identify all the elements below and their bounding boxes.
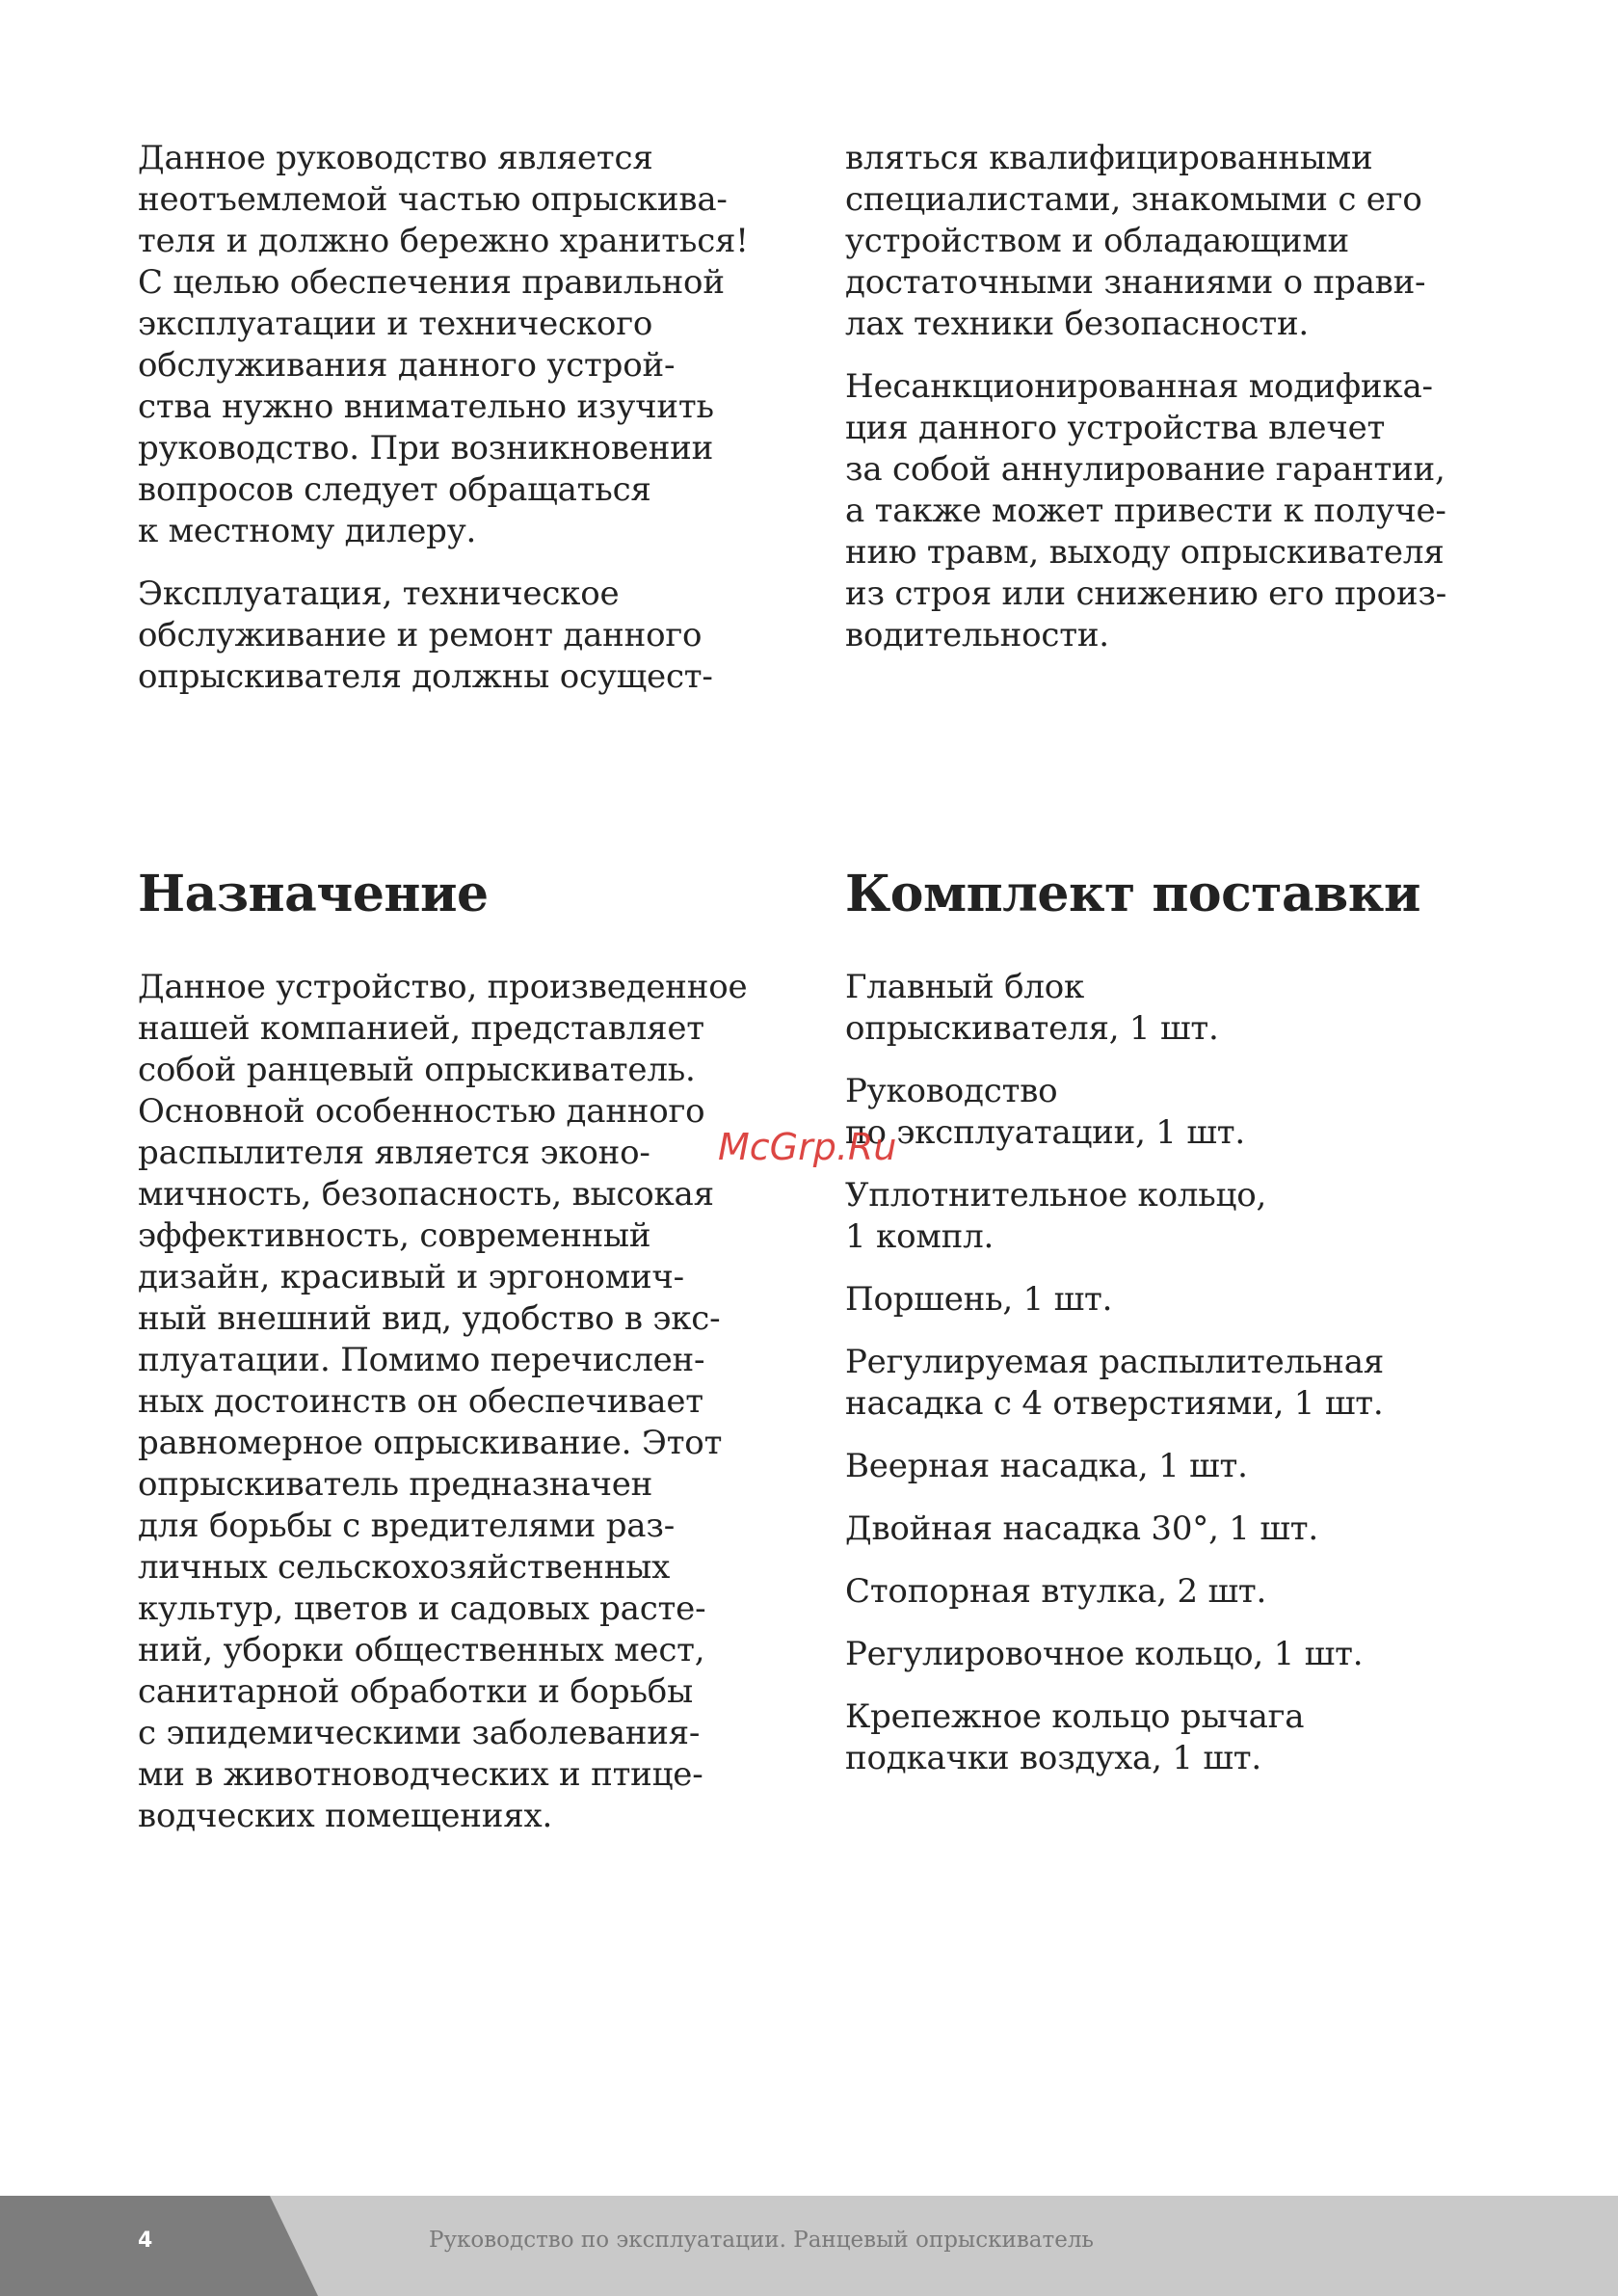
package-item: Двойная насадка 30°, 1 шт. [845,1509,1318,1548]
intro-paragraph: Эксплуатация, техническое обслуживание и ремонт данного опрыскивателя должны осущест- [138,574,713,696]
package-item: Веерная насадка, 1 шт. [845,1447,1248,1485]
intro-paragraph: вляться квалифицированными специалистами, знакомыми с его устройством и обладающими достаточными знаниями о прави- лах техники безопасности. [845,139,1426,343]
purpose-section [138,967,774,1858]
package-item: Поршень, 1 шт. [845,1280,1113,1319]
page-number: 4 [138,2229,153,2253]
intro-right-column [845,138,1481,678]
footer-title: Руководство по эксплуатации. Ранцевый опрыскиватель [429,2228,1094,2253]
package-item: Регулируемая распылительная насадка с 4 отверстиями, 1 шт. [845,1343,1385,1423]
intro-paragraph: Данное руководство является неотъемлемой частью опрыскива- теля и должно бережно храниться! С целью обеспечения правильной эксплуатации и технического обслуживания данного устрой- ства нужно внимательно изучить руководство. При возникновении вопросов следует обращаться к местному дилеру. [138,139,749,550]
package-item: Крепежное кольцо рычага подкачки воздуха, 1 шт. [845,1697,1305,1777]
footer-tab [0,2196,318,2296]
package-item: Главный блок опрыскивателя, 1 шт. [845,968,1219,1048]
watermark: McGrp.Ru [718,1126,897,1168]
package-item: Руководство по эксплуатации, 1 шт. [845,1072,1245,1152]
intro-left-column [138,138,774,719]
package-item: Уплотнительное кольцо, 1 компл. [845,1176,1267,1256]
intro-paragraph: Несанкционированная модифика- ция данного устройства влечет за собой аннулирование гарантии, а также может привести к получе- нию травм, выходу опрыскивателя из строя или снижению его произ- водительности. [845,367,1446,654]
package-item: Регулировочное кольцо, 1 шт. [845,1635,1364,1673]
page-footer [0,2196,1618,2296]
purpose-heading: Назначение [138,865,489,923]
package-heading: Комплект поставки [845,865,1420,923]
package-item: Стопорная втулка, 2 шт. [845,1572,1267,1611]
purpose-paragraph: Данное устройство, произведенное нашей компанией, представляет собой ранцевый опрыскиватель. Основной особенностью данного распылителя является эконо- мичность, безопасность, высокая эффективность, современный дизайн, красивый и эргономич- ный внешний вид, удобство в экс- плуатации. Помимо перечислен- ных достоинств он обеспечивает равномерное опрыскивание. Этот опрыскиватель предназначен для борьбы с вредителями раз- личных сельскохозяйственных культур, цветов и садовых расте- ний, уборки общественных мест, санитарной обработки и борьбы с эпидемическими заболевания- ми в животноводческих и птице- водческих помещениях. [138,968,748,1835]
package-list [845,967,1481,1801]
